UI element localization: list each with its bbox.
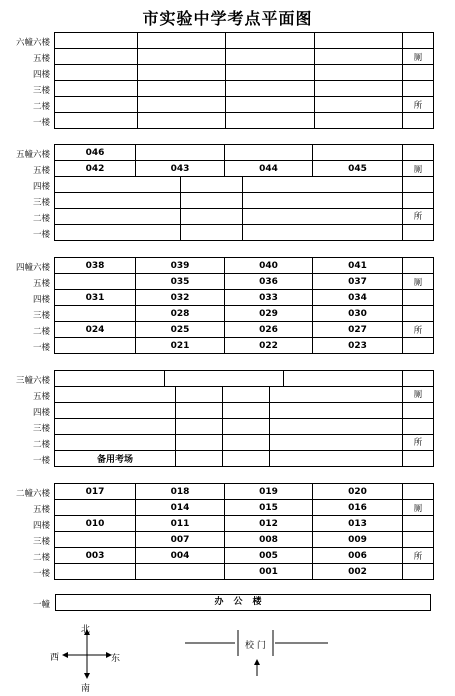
room-cell: 032 xyxy=(136,290,225,306)
floor-label: 一楼 xyxy=(32,118,50,128)
room-cell xyxy=(136,145,225,161)
room-cell xyxy=(270,434,403,450)
floor-label: 四楼 xyxy=(32,521,50,531)
room-cell xyxy=(226,113,315,129)
toilet-label xyxy=(403,516,434,532)
toilet-label xyxy=(403,192,434,208)
room-cell xyxy=(315,65,403,81)
room-cell: 028 xyxy=(136,306,225,322)
room-cell xyxy=(223,434,270,450)
room-cell xyxy=(315,97,403,113)
room-cell xyxy=(55,402,176,418)
floor-label: 二楼 xyxy=(32,327,50,337)
toilet-label: 所 xyxy=(403,548,434,564)
room-cell xyxy=(176,386,223,402)
toilet-label xyxy=(403,33,434,49)
room-cell xyxy=(243,224,403,240)
room-cell: 014 xyxy=(136,500,225,516)
room-cell xyxy=(181,224,243,240)
room-cell xyxy=(138,97,226,113)
floor-label: 二幢六楼 xyxy=(15,489,50,499)
toilet-label xyxy=(403,402,434,418)
room-cell xyxy=(181,176,243,192)
room-cell: 020 xyxy=(313,484,403,500)
room-cell: 018 xyxy=(136,484,225,500)
floor-grid xyxy=(54,257,434,354)
floor-grid-lower xyxy=(54,176,434,241)
room-cell xyxy=(55,81,138,97)
room-cell xyxy=(243,176,403,192)
room-cell xyxy=(138,65,226,81)
floor-label: 三幢六楼 xyxy=(15,376,50,386)
room-cell: 034 xyxy=(313,290,403,306)
floor-label: 五楼 xyxy=(32,54,50,64)
room-cell: 026 xyxy=(225,322,313,338)
room-cell xyxy=(223,450,270,466)
room-cell xyxy=(138,81,226,97)
room-cell: 039 xyxy=(136,258,225,274)
toilet-label xyxy=(403,290,434,306)
floor-label: 四楼 xyxy=(32,182,50,192)
room-cell: 043 xyxy=(136,161,225,177)
room-cell xyxy=(55,532,136,548)
toilet-label xyxy=(403,484,434,500)
room-cell xyxy=(55,97,138,113)
room-cell xyxy=(176,450,223,466)
floor-grid-lower xyxy=(54,386,434,467)
floor-label: 二楼 xyxy=(32,440,50,450)
room-cell: 006 xyxy=(313,548,403,564)
room-cell xyxy=(55,371,165,387)
toilet-label xyxy=(403,65,434,81)
floor-label: 三楼 xyxy=(32,424,50,434)
room-cell xyxy=(55,192,181,208)
south-label: 南 xyxy=(81,684,91,694)
toilet-label: 厕 xyxy=(403,500,434,516)
room-cell xyxy=(55,113,138,129)
floor-label: 四幢六楼 xyxy=(15,263,50,273)
room-cell xyxy=(55,176,181,192)
room-cell xyxy=(165,371,284,387)
toilet-label: 厕 xyxy=(403,49,434,65)
room-cell: 013 xyxy=(313,516,403,532)
room-cell xyxy=(55,386,176,402)
room-cell xyxy=(136,564,225,580)
floor-label: 三楼 xyxy=(32,198,50,208)
room-cell xyxy=(225,145,313,161)
toilet-label: 所 xyxy=(403,208,434,224)
floor-grid xyxy=(54,483,434,580)
room-cell xyxy=(223,402,270,418)
room-cell: 041 xyxy=(313,258,403,274)
toilet-label: 所 xyxy=(403,434,434,450)
toilet-label xyxy=(403,418,434,434)
floor-label: 五楼 xyxy=(32,166,50,176)
floor-label: 一幢 xyxy=(32,600,50,610)
room-cell xyxy=(315,49,403,65)
floor-label: 四楼 xyxy=(32,295,50,305)
room-cell xyxy=(176,402,223,418)
toilet-label: 厕 xyxy=(403,161,434,177)
room-cell: 022 xyxy=(225,338,313,354)
room-cell: 017 xyxy=(55,484,136,500)
room-cell: 042 xyxy=(55,161,136,177)
room-cell: 045 xyxy=(313,161,403,177)
room-cell: 030 xyxy=(313,306,403,322)
floor-label: 一楼 xyxy=(32,569,50,579)
room-cell xyxy=(55,418,176,434)
room-cell xyxy=(270,418,403,434)
floor-label: 六幢六楼 xyxy=(15,38,50,48)
floor-label: 三楼 xyxy=(32,537,50,547)
room-cell: 002 xyxy=(313,564,403,580)
school-gate xyxy=(185,627,335,677)
toilet-label xyxy=(403,306,434,322)
room-cell xyxy=(55,434,176,450)
toilet-label: 所 xyxy=(403,97,434,113)
room-cell: 027 xyxy=(313,322,403,338)
floor-label: 二楼 xyxy=(32,102,50,112)
room-cell xyxy=(284,371,403,387)
toilet-label xyxy=(403,176,434,192)
room-cell: 008 xyxy=(225,532,313,548)
room-cell: 044 xyxy=(225,161,313,177)
room-cell: 001 xyxy=(225,564,313,580)
toilet-label xyxy=(403,224,434,240)
room-cell xyxy=(226,97,315,113)
room-cell: 037 xyxy=(313,274,403,290)
gate-label: 校 门 xyxy=(245,641,266,651)
north-label: 北 xyxy=(81,625,91,635)
floor-label: 一楼 xyxy=(32,343,50,353)
floor-label: 四楼 xyxy=(32,70,50,80)
toilet-label: 厕 xyxy=(403,274,434,290)
room-cell: 035 xyxy=(136,274,225,290)
room-cell xyxy=(176,434,223,450)
floor-label: 五楼 xyxy=(32,392,50,402)
toilet-label xyxy=(403,81,434,97)
floor-label: 二楼 xyxy=(32,553,50,563)
room-cell: 046 xyxy=(55,145,136,161)
floor-label: 五楼 xyxy=(32,505,50,515)
floor-label: 五楼 xyxy=(32,279,50,289)
toilet-label xyxy=(403,371,434,387)
room-cell: 003 xyxy=(55,548,136,564)
room-cell xyxy=(315,33,403,49)
room-cell xyxy=(55,49,138,65)
room-cell: 010 xyxy=(55,516,136,532)
room-cell xyxy=(243,208,403,224)
room-cell xyxy=(270,386,403,402)
room-cell xyxy=(181,208,243,224)
toilet-label: 所 xyxy=(403,322,434,338)
toilet-label xyxy=(403,145,434,161)
room-cell xyxy=(55,33,138,49)
room-cell: 038 xyxy=(55,258,136,274)
room-cell xyxy=(315,81,403,97)
room-cell xyxy=(55,65,138,81)
page-title: 市实验中学考点平面图 xyxy=(142,9,313,28)
floor-label: 一楼 xyxy=(32,456,50,466)
floor-label: 一楼 xyxy=(32,230,50,240)
reserve-room: 备用考场 xyxy=(55,450,176,466)
toilet-label xyxy=(403,113,434,129)
east-label: 东 xyxy=(111,654,121,664)
room-cell xyxy=(138,113,226,129)
toilet-label xyxy=(403,338,434,354)
room-cell xyxy=(226,65,315,81)
floor-grid xyxy=(54,32,434,129)
west-label: 西 xyxy=(50,653,60,663)
room-cell xyxy=(55,208,181,224)
room-cell: 009 xyxy=(313,532,403,548)
floor-grid-upper xyxy=(54,370,434,387)
room-cell xyxy=(55,500,136,516)
toilet-label xyxy=(403,564,434,580)
room-cell: 031 xyxy=(55,290,136,306)
toilet-label xyxy=(403,450,434,466)
toilet-label xyxy=(403,532,434,548)
room-cell xyxy=(226,33,315,49)
compass-icon xyxy=(50,625,130,695)
room-cell xyxy=(315,113,403,129)
room-cell: 029 xyxy=(225,306,313,322)
room-cell: 025 xyxy=(136,322,225,338)
room-cell xyxy=(226,81,315,97)
floor-label: 二楼 xyxy=(32,214,50,224)
room-cell: 005 xyxy=(225,548,313,564)
room-cell xyxy=(243,192,403,208)
toilet-label xyxy=(403,258,434,274)
room-cell: 007 xyxy=(136,532,225,548)
floor-label: 三楼 xyxy=(32,311,50,321)
floor-label: 五幢六楼 xyxy=(15,150,50,160)
toilet-label: 厕 xyxy=(403,386,434,402)
floor-label: 四楼 xyxy=(32,408,50,418)
room-cell: 040 xyxy=(225,258,313,274)
room-cell xyxy=(138,49,226,65)
office-building: 办公楼 xyxy=(55,594,431,611)
room-cell: 036 xyxy=(225,274,313,290)
floor-label: 三楼 xyxy=(32,86,50,96)
room-cell: 016 xyxy=(313,500,403,516)
room-cell xyxy=(55,274,136,290)
room-cell xyxy=(55,564,136,580)
room-cell: 004 xyxy=(136,548,225,564)
room-cell: 021 xyxy=(136,338,225,354)
room-cell xyxy=(55,338,136,354)
room-cell: 011 xyxy=(136,516,225,532)
room-cell xyxy=(223,386,270,402)
room-cell xyxy=(176,418,223,434)
room-cell: 019 xyxy=(225,484,313,500)
room-cell: 015 xyxy=(225,500,313,516)
room-cell xyxy=(138,33,226,49)
floor-grid-upper xyxy=(54,144,434,177)
room-cell xyxy=(55,224,181,240)
room-cell xyxy=(270,402,403,418)
room-cell xyxy=(223,418,270,434)
room-cell: 024 xyxy=(55,322,136,338)
room-cell xyxy=(55,306,136,322)
room-cell: 023 xyxy=(313,338,403,354)
room-cell: 012 xyxy=(225,516,313,532)
room-cell xyxy=(226,49,315,65)
room-cell: 033 xyxy=(225,290,313,306)
room-cell xyxy=(181,192,243,208)
room-cell xyxy=(313,145,403,161)
room-cell xyxy=(270,450,403,466)
